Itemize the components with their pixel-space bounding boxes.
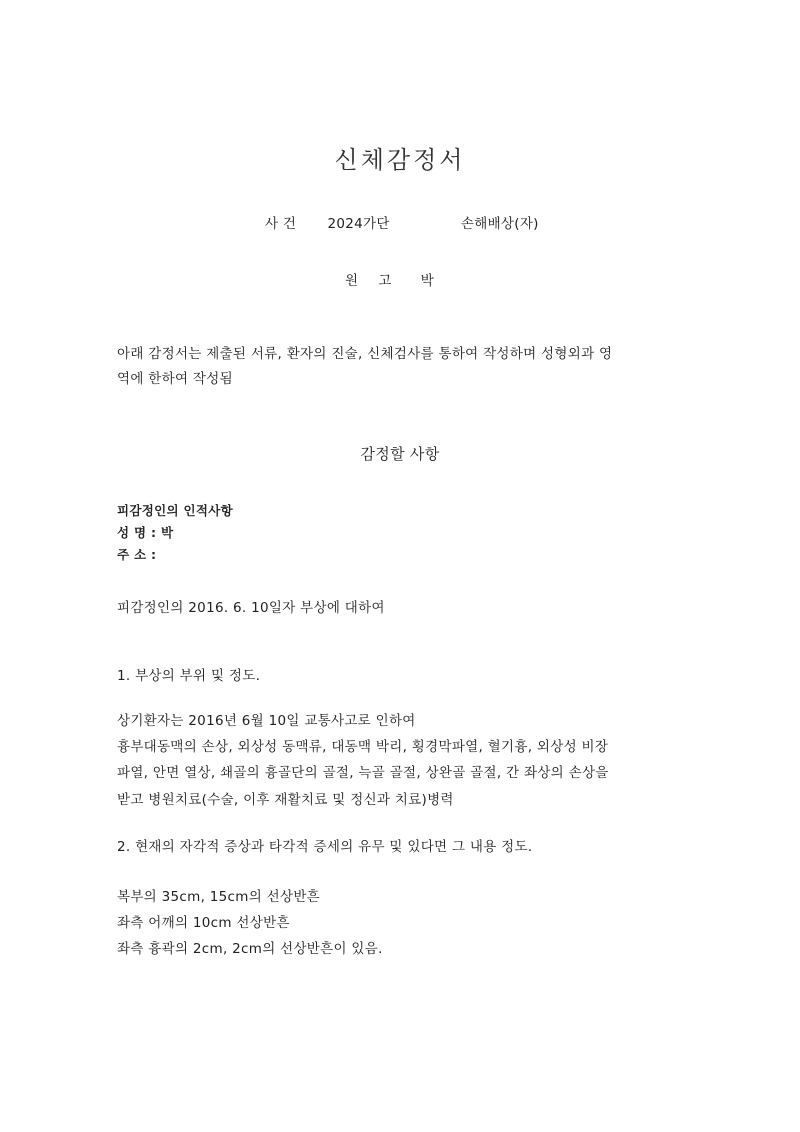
case-info [265, 212, 539, 232]
q1-heading: 1. 부상의 부위 및 정도. [117, 668, 261, 684]
injury-date-line: 피감정인의 2016. 6. 10일자 부상에 대하여 [117, 600, 385, 616]
intro-line-2: 역에 한하여 작성됨 [117, 371, 233, 387]
case-number: 2024가단 [327, 216, 390, 232]
q1-line: 파열, 안면 열상, 쇄골의 흉골단의 골절, 늑골 골절, 상완골 골절, 간 좌상의 손상을 [117, 765, 609, 781]
q2-line: 좌측 어깨의 10cm 선상반흔 [117, 915, 290, 931]
plaintiff-name: 박 [420, 273, 434, 289]
intro-line-1: 아래 감정서는 제출된 서류, 환자의 진술, 신체검사를 통하여 작성하며 성형외과 영 [117, 346, 613, 362]
person-name: 성 명 : 박 [117, 525, 174, 540]
q1-line: 흉부대동맥의 손상, 외상성 동맥류, 대동맥 박리, 횡경막파열, 혈기흉, 외상성 비장 [117, 739, 609, 755]
q1-line: 상기환자는 2016년 6월 10일 교통사고로 인하여 [117, 713, 416, 729]
person-address: 주 소 : [117, 547, 157, 562]
section-title: 감정할 사항 [360, 445, 440, 463]
plaintiff-label: 원 고 [345, 273, 400, 289]
person-heading: 피감정인의 인적사항 [117, 503, 234, 518]
case-name: 손해배상(자) [460, 216, 539, 232]
plaintiff-info [345, 269, 434, 289]
q1-line: 받고 병원치료(수술, 이후 재활치료 및 정신과 치료)병력 [117, 792, 454, 808]
case-label: 사 건 [265, 216, 297, 232]
document-title: 신체감정서 [334, 146, 466, 174]
q2-heading: 2. 현재의 자각적 증상과 타각적 증세의 유무 및 있다면 그 내용 정도. [117, 839, 533, 855]
q2-line: 좌측 흉곽의 2cm, 2cm의 선상반흔이 있음. [117, 941, 383, 957]
q2-line: 복부의 35cm, 15cm의 선상반흔 [117, 889, 320, 905]
